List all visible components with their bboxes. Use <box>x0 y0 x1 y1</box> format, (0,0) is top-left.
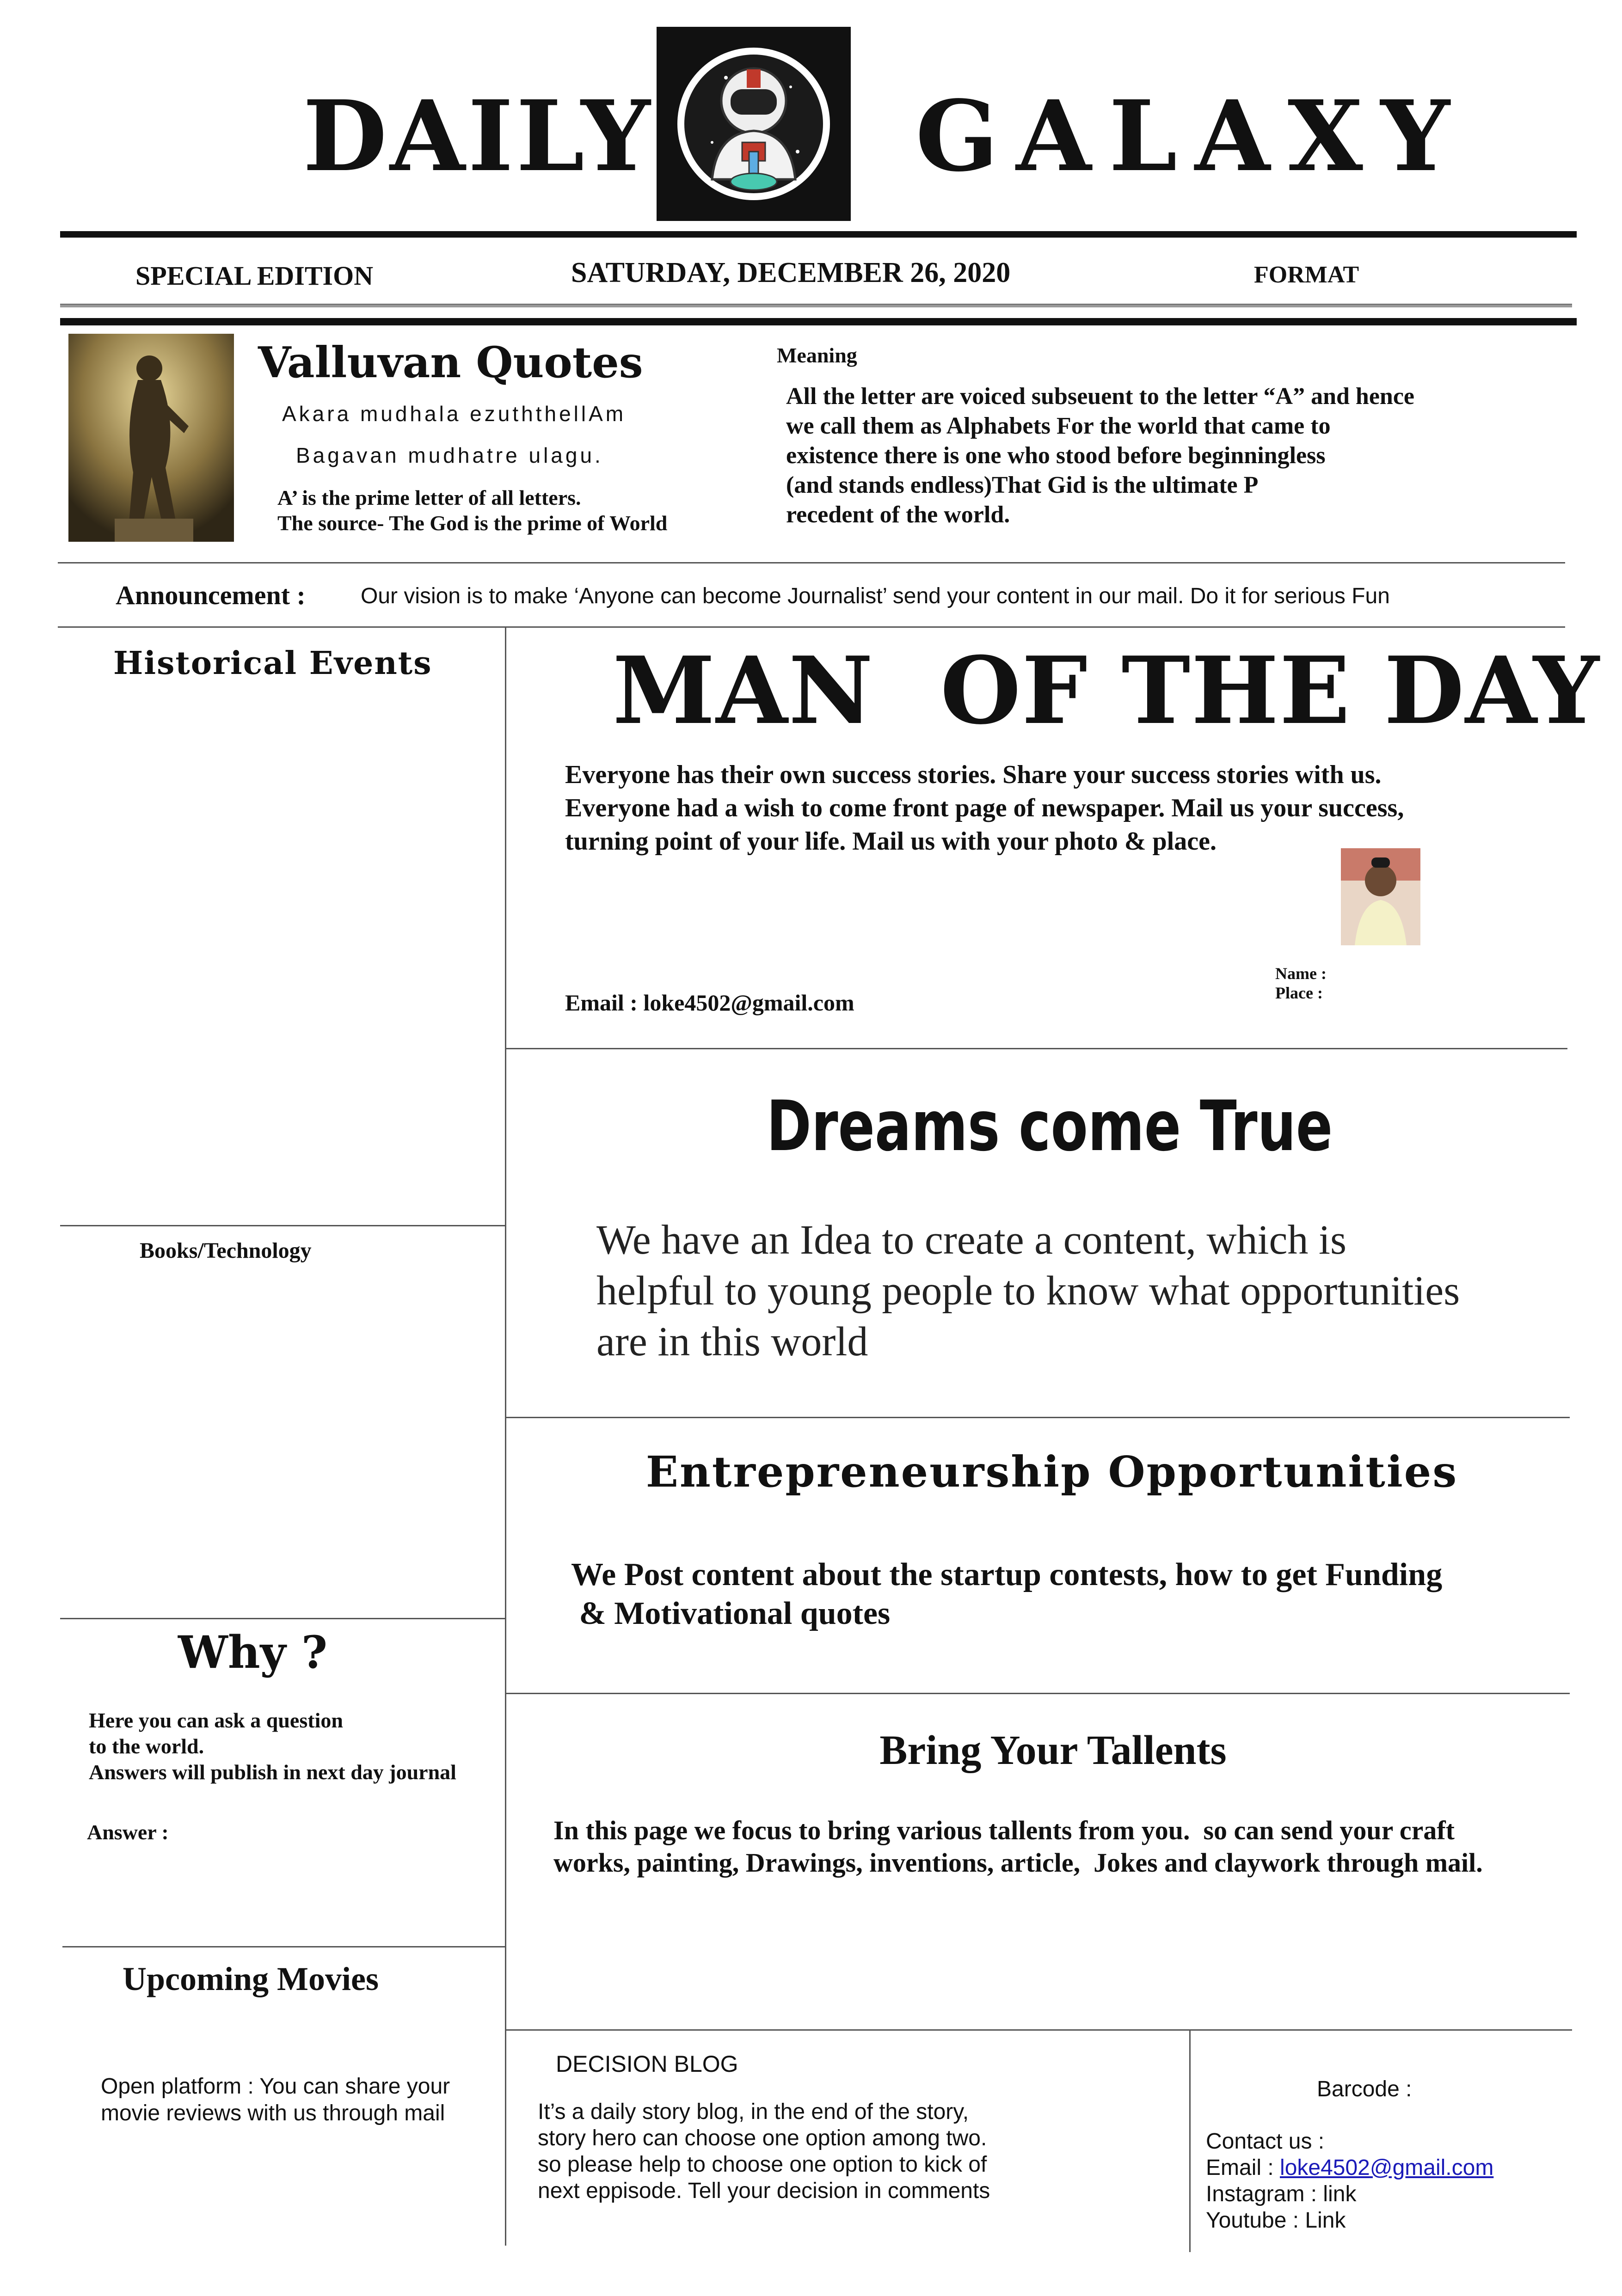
contact-email-link[interactable]: loke4502@gmail.com <box>1280 2155 1494 2180</box>
entrepreneur-title: Entrepreneurship Opportunities <box>645 1447 1458 1497</box>
person-photo <box>1341 848 1420 945</box>
contact-email-prefix: Email : <box>1206 2155 1280 2180</box>
books-title: Books/Technology <box>140 1238 312 1263</box>
decision-title: DECISION BLOG <box>556 2051 738 2077</box>
masthead-rule-bottom <box>60 318 1577 325</box>
contact-label: Contact us : <box>1206 2129 1325 2154</box>
why-title: Why ? <box>178 1626 328 1678</box>
youtube-link[interactable]: Youtube : Link <box>1206 2208 1346 2233</box>
statue-painting-icon <box>68 334 234 542</box>
dreams-text: We have an Idea to create a content, which is helpful to young people to know what opportunities are in this world <box>596 1217 1460 1365</box>
masthead-title-right: GALAXY <box>915 79 1468 193</box>
divider-left-1 <box>60 1225 505 1226</box>
announcement-label: Announcement : <box>116 580 306 610</box>
meaning-label: Meaning <box>777 343 857 367</box>
astronaut-logo <box>657 27 851 221</box>
divider-after-quotes <box>58 562 1565 563</box>
contact-email-row <box>1206 2155 1493 2180</box>
divider-left-3 <box>62 1946 505 1947</box>
person-photo-icon <box>1341 848 1420 945</box>
barcode-label: Barcode : <box>1317 2077 1412 2101</box>
edition-date: SATURDAY, DECEMBER 26, 2020 <box>571 257 1011 288</box>
masthead-rule-top <box>60 231 1577 238</box>
announcement-text: Our vision is to make ‘Anyone can become Journalist’ send your content in our mail. Do it for serious Fun <box>361 584 1390 608</box>
movies-text: Open platform : You can share your movie reviews with us through mail <box>101 2074 450 2125</box>
man-of-day-text: Everyone has their own success stories. Share your success stories with us. Everyone had a wish to come front page of newspaper. Mail us your success, turning point of your life. Mail us with your photo & place. <box>565 760 1404 856</box>
masthead-title-left: DAILY <box>303 79 653 193</box>
format-label: FORMAT <box>1254 262 1359 288</box>
meaning-text: All the letter are voiced subseuent to the letter “A” and hence we call them as Alphabets For the world that came to existence there is one who stood before beginningless (and stands endless)That Gid is the ultimate P recedent of the world. <box>786 383 1415 528</box>
column-divider-main <box>505 628 506 2246</box>
masthead-rule-thin <box>60 304 1572 307</box>
decision-text: It’s a daily story blog, in the end of the story, story hero can choose one option among two. so please help to choose one option to kick of next eppisode. Tell your decision in comments <box>538 2100 990 2203</box>
place-label: Place : <box>1275 984 1323 1002</box>
quotes-title: Valluvan Quotes <box>258 337 643 387</box>
talents-text: In this page we focus to bring various tallents from you. so can send your craft works, painting, Drawings, inventions, article, Jokes and claywork through mail. <box>553 1815 1483 1878</box>
divider-left-2 <box>60 1618 505 1619</box>
quote-line-1: Akara mudhala ezuththellAm <box>282 402 627 426</box>
divider-after-announcement <box>58 626 1565 628</box>
answer-label: Answer : <box>87 1820 169 1844</box>
quote-image <box>68 334 234 542</box>
entrepreneur-text: We Post content about the startup contests, how to get Funding & Motivational quotes <box>571 1557 1443 1631</box>
why-text: Here you can ask a question to the world. Answers will publish in next day journal <box>89 1708 456 1784</box>
movies-title: Upcoming Movies <box>123 1960 379 1997</box>
divider-after-talents <box>506 2029 1572 2031</box>
instagram-link[interactable]: Instagram : link <box>1206 2182 1357 2206</box>
column-divider-bottom-right <box>1189 2030 1191 2252</box>
quote-translation-1: A’ is the prime letter of all letters. <box>277 486 581 509</box>
divider-after-man-of-day <box>506 1048 1567 1049</box>
name-label: Name : <box>1275 964 1327 983</box>
edition-label: SPECIAL EDITION <box>135 261 374 291</box>
divider-after-dreams <box>506 1417 1570 1418</box>
talents-title: Bring Your Tallents <box>879 1727 1227 1773</box>
man-of-day-email: Email : loke4502@gmail.com <box>565 990 854 1016</box>
historical-title: Historical Events <box>113 645 432 682</box>
man-of-day-title: MAN OF THE DAY <box>613 637 1600 745</box>
quote-line-2: Bagavan mudhatre ulagu. <box>296 443 603 467</box>
astronaut-logo-icon <box>657 27 851 221</box>
dreams-title: Dreams come True <box>766 1086 1333 1167</box>
divider-after-entrepreneur <box>506 1693 1570 1694</box>
quote-translation-2: The source- The God is the prime of World <box>277 511 668 535</box>
